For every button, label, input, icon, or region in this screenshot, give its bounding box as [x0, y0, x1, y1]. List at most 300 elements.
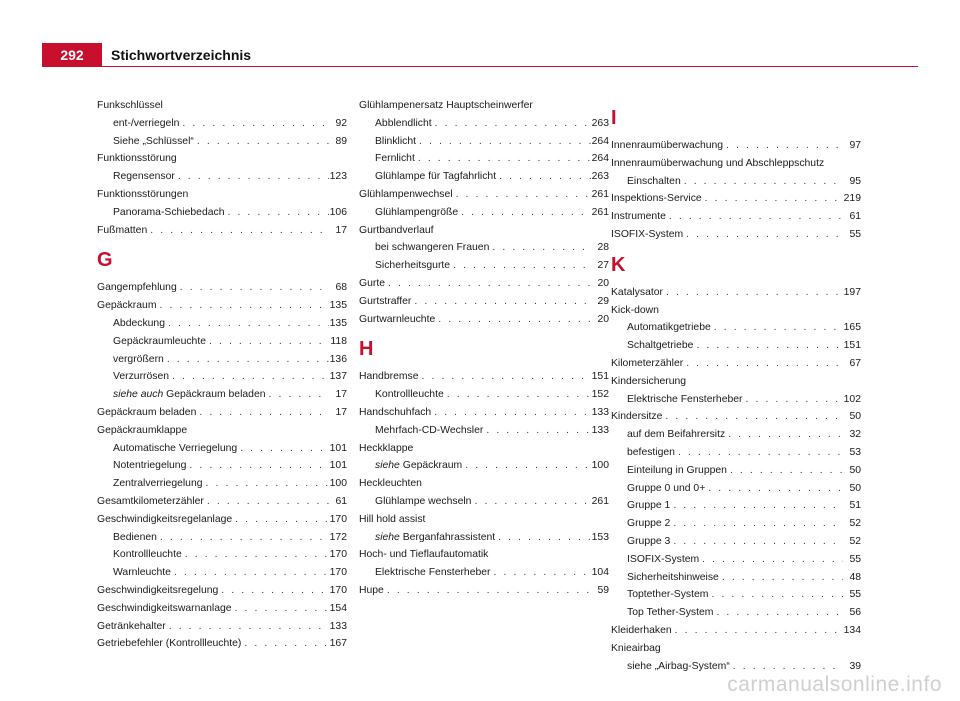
- page-reference: 67: [849, 357, 861, 369]
- dot-leader: [725, 426, 843, 444]
- entry-term-text: Getränkehalter: [97, 620, 166, 632]
- dot-leader: [384, 582, 591, 600]
- entry-term: [359, 546, 488, 564]
- page-reference: 39: [849, 660, 861, 672]
- entry-term-text: Heckleuchten: [359, 478, 422, 490]
- entry-term-text: Gurtbandverlauf: [359, 224, 434, 236]
- entry-term-text: Gepäckraum beladen: [166, 389, 266, 401]
- entry-term: [375, 457, 462, 475]
- entry-term: [627, 444, 675, 462]
- dot-leader: [683, 226, 843, 244]
- entry-term-text: Gruppe 0 und 0+: [627, 482, 706, 494]
- dot-leader: [237, 440, 329, 458]
- entry-term: [375, 204, 458, 222]
- entry-term: [97, 279, 177, 297]
- entry-term: [611, 622, 672, 640]
- page-reference: 263: [591, 117, 609, 129]
- page-reference: 123: [329, 171, 347, 183]
- index-subentry: [611, 462, 861, 480]
- page-reference: 48: [849, 571, 861, 583]
- index-entry: [359, 293, 609, 311]
- index-subentry: [97, 115, 347, 133]
- see-reference: siehe: [375, 531, 400, 543]
- index-entry: [359, 511, 609, 529]
- entry-term: [611, 408, 662, 426]
- entry-term-text: Siehe „Schlüssel“: [113, 135, 194, 147]
- entry-term-text: Gepäckraumklappe: [97, 424, 188, 436]
- dot-leader: [719, 569, 843, 587]
- see-reference: siehe: [375, 460, 400, 472]
- entry-term: [359, 97, 533, 115]
- page-reference: 172: [329, 531, 347, 543]
- dot-leader: [666, 208, 843, 226]
- entry-term-text: Kleiderhaken: [611, 624, 672, 636]
- dot-leader: [702, 190, 843, 208]
- entry-term: [611, 137, 723, 155]
- index-entry: [611, 155, 861, 173]
- dot-leader: [458, 204, 591, 222]
- dot-leader: [266, 386, 329, 404]
- entry-term-text: Funktionsstörungen: [97, 188, 189, 200]
- entry-term-text: Handschuhfach: [359, 406, 432, 418]
- entry-term-text: Automatische Verriegelung: [113, 442, 238, 454]
- dot-leader: [169, 368, 329, 386]
- dot-leader: [156, 297, 329, 315]
- index-subentry: [97, 351, 347, 369]
- entry-term: [611, 302, 659, 320]
- entry-term-text: Sicherheitsgurte: [375, 260, 451, 272]
- entry-term: [97, 422, 187, 440]
- section-letter: G: [97, 249, 113, 272]
- page-reference: 50: [849, 482, 861, 494]
- index-subentry: [611, 551, 861, 569]
- page-reference: 52: [849, 535, 861, 547]
- page-reference: 101: [329, 442, 347, 454]
- index-subentry: [611, 604, 861, 622]
- entry-term-text: Fußmatten: [97, 224, 148, 236]
- entry-term: [359, 311, 435, 329]
- entry-term-text: Handbremse: [359, 371, 419, 383]
- page-reference: 170: [329, 513, 347, 525]
- entry-term-text: Gepäckraum: [97, 300, 157, 312]
- page-header: [0, 0, 960, 72]
- page-reference: 55: [849, 228, 861, 240]
- entry-term: [113, 133, 194, 151]
- entry-term-text: Innenraumüberwachung: [611, 140, 724, 151]
- dot-leader: [435, 311, 591, 329]
- index-subentry: [611, 586, 861, 604]
- entry-term-text: Warnleuchte: [113, 567, 171, 579]
- dot-leader: [743, 391, 843, 409]
- dot-leader: [196, 404, 329, 422]
- page-reference: 95: [849, 175, 861, 187]
- dot-leader: [157, 529, 329, 547]
- page-reference: 55: [849, 589, 861, 601]
- entry-term-text: Glühlampenwechsel: [359, 188, 453, 200]
- index-subentry: [359, 564, 609, 582]
- index-subentry: [611, 337, 861, 355]
- index-subentry: [611, 497, 861, 515]
- entry-term-text: Zentralverriegelung: [113, 478, 203, 490]
- index-subentry: [611, 173, 861, 191]
- entry-term-text: Blinklicht: [375, 135, 416, 147]
- page-reference: 52: [849, 518, 861, 530]
- index-entry: [97, 422, 347, 440]
- dot-leader: [432, 115, 591, 133]
- entry-term: [359, 222, 434, 240]
- index-entry: [611, 190, 861, 208]
- section-letter: I: [611, 107, 617, 129]
- entry-term: [97, 635, 241, 653]
- dot-leader: [182, 546, 329, 564]
- dot-leader: [496, 168, 591, 186]
- index-entry: [97, 404, 347, 422]
- entry-term-text: Kindersitze: [611, 411, 663, 423]
- entry-term-text: ent-/verriegeln: [113, 117, 180, 129]
- entry-term-text: Fernlicht: [375, 153, 415, 165]
- entry-term-text: Gangempfehlung: [97, 282, 177, 294]
- dot-leader: [164, 351, 329, 369]
- index-entry: [611, 226, 861, 244]
- index-subentry: [611, 533, 861, 551]
- index-subentry: [97, 333, 347, 351]
- page-reference: 133: [591, 424, 609, 436]
- entry-term: [113, 333, 206, 351]
- entry-term: [113, 368, 169, 386]
- entry-term: [627, 533, 670, 551]
- index-entry: [611, 622, 861, 640]
- entry-term-text: ISOFIX-System: [611, 228, 684, 240]
- index-subentry: [611, 569, 861, 587]
- page-reference: 261: [591, 206, 609, 218]
- dot-leader: [194, 133, 329, 151]
- entry-term: [627, 480, 705, 498]
- entry-term: [113, 386, 266, 404]
- entry-term-text: Geschwindigkeitsregelung: [97, 584, 219, 596]
- entry-term: [113, 115, 179, 133]
- entry-term-text: Kindersicherung: [611, 375, 687, 387]
- index-entry: [611, 302, 861, 320]
- dot-leader: [471, 493, 591, 511]
- dot-leader: [693, 337, 843, 355]
- entry-term-text: Verzurrösen: [113, 371, 170, 383]
- page-reference: 152: [591, 389, 609, 401]
- entry-term: [627, 515, 670, 533]
- dot-leader: [411, 293, 591, 311]
- dot-leader: [204, 493, 329, 511]
- dot-leader: [670, 533, 843, 551]
- page-reference: 56: [849, 607, 861, 619]
- entry-term: [359, 440, 413, 458]
- entry-term-text: Instrumente: [611, 211, 666, 223]
- index-entry: [97, 297, 347, 315]
- entry-term-text: Heckklappe: [359, 442, 414, 454]
- entry-term: [113, 168, 175, 186]
- index-entry: [611, 408, 861, 426]
- dot-leader: [179, 115, 329, 133]
- entry-term: [97, 404, 196, 422]
- entry-term-text: Gesamtkilometerzähler: [97, 495, 204, 507]
- entry-term: [375, 422, 483, 440]
- index-entry: [359, 582, 609, 600]
- dot-leader: [177, 279, 329, 297]
- dot-leader: [385, 275, 591, 293]
- index-entry: [611, 137, 861, 155]
- page-reference: 170: [329, 567, 347, 579]
- index-subentry: [611, 391, 861, 409]
- page-reference: 29: [597, 295, 609, 307]
- entry-term-text: Gurtstraffer: [359, 295, 412, 307]
- entry-term: [359, 511, 425, 529]
- page-reference: 50: [849, 464, 861, 476]
- page-reference: 27: [597, 260, 609, 272]
- entry-term: [611, 190, 702, 208]
- dot-leader: [489, 239, 591, 257]
- index-subentry: [359, 457, 609, 475]
- header-rule: [102, 66, 918, 67]
- entry-term: [627, 462, 727, 480]
- entry-term-text: Abdeckung: [113, 317, 165, 329]
- dot-leader: [416, 133, 591, 151]
- entry-term-text: Gepäckraumleuchte: [113, 335, 206, 347]
- entry-term-text: Schaltgetriebe: [627, 340, 694, 352]
- entry-term: [627, 604, 713, 622]
- index-subentry: [97, 475, 347, 493]
- page-reference: 20: [597, 277, 609, 289]
- entry-term-text: Elektrische Fensterheber: [375, 567, 491, 579]
- entry-term-text: Gurte: [359, 277, 385, 289]
- page-reference: 261: [591, 188, 609, 200]
- dot-leader: [483, 422, 591, 440]
- index-entry: [97, 222, 347, 240]
- page-reference: 261: [591, 495, 609, 507]
- index-subentry: [359, 239, 609, 257]
- index-entry: [97, 582, 347, 600]
- entry-term: [375, 239, 489, 257]
- index-subentry: [359, 529, 609, 547]
- entry-term-text: Innenraumüberwachung und Abschleppschutz: [611, 157, 825, 169]
- index-entry: [611, 355, 861, 373]
- entry-term: [113, 564, 171, 582]
- index-subentry: [611, 319, 861, 337]
- index-subentry: [359, 386, 609, 404]
- index-subentry: [359, 422, 609, 440]
- entry-term: [375, 493, 471, 511]
- page-reference: 135: [329, 300, 347, 312]
- index-subentry: [97, 204, 347, 222]
- entry-term-text: Geschwindigkeitswarnanlage: [97, 602, 232, 614]
- entry-term-text: ISOFIX-System: [627, 553, 700, 565]
- page-reference: 170: [329, 584, 347, 596]
- page-reference: 133: [329, 620, 347, 632]
- index-entry: [97, 493, 347, 511]
- entry-term-text: Top Tether-System: [627, 607, 714, 619]
- entry-term: [611, 284, 663, 302]
- dot-leader: [670, 515, 843, 533]
- page-reference: 17: [335, 406, 347, 418]
- entry-term-text: Hill hold assist: [359, 513, 426, 525]
- index-subentry: [611, 480, 861, 498]
- page-reference: 100: [591, 460, 609, 472]
- page-reference: 137: [329, 371, 347, 383]
- page-reference: 17: [335, 224, 347, 236]
- index-entry: [97, 186, 347, 204]
- page-reference: 264: [591, 153, 609, 165]
- dot-leader: [672, 622, 843, 640]
- index-subentry: [97, 386, 347, 404]
- dot-leader: [727, 462, 843, 480]
- entry-term: [627, 551, 699, 569]
- dot-leader: [663, 284, 843, 302]
- dot-leader: [711, 319, 843, 337]
- index-subentry: [97, 133, 347, 151]
- entry-term: [627, 337, 693, 355]
- page-reference: 59: [597, 584, 609, 596]
- page-reference: 134: [843, 624, 861, 636]
- entry-term-text: Getriebefehler (Kontrollleuchte): [97, 638, 242, 650]
- page-reference: 151: [843, 340, 861, 352]
- entry-term: [97, 297, 156, 315]
- index-column-3: [611, 97, 861, 675]
- entry-term: [359, 275, 385, 293]
- dot-leader: [495, 529, 591, 547]
- entry-term-text: Sicherheitshinweise: [627, 571, 719, 583]
- entry-term: [611, 155, 824, 173]
- page-reference: 118: [330, 335, 347, 347]
- index-subentry: [97, 168, 347, 186]
- dot-leader: [232, 600, 329, 618]
- index-subentry: [359, 115, 609, 133]
- entry-term-text: Hoch- und Tieflaufautomatik: [359, 549, 489, 561]
- page-reference: 136: [329, 353, 347, 365]
- page-reference: 264: [591, 135, 609, 147]
- entry-term-text: Geschwindigkeitsregelanlage: [97, 513, 233, 525]
- entry-term: [375, 257, 450, 275]
- index-entry: [359, 368, 609, 386]
- dot-leader: [675, 444, 843, 462]
- index-subentry: [97, 368, 347, 386]
- entry-term-text: Kontrollleuchte: [113, 549, 182, 561]
- dot-leader: [662, 408, 843, 426]
- entry-term-text: befestigen: [627, 446, 675, 458]
- index-subentry: [97, 546, 347, 564]
- dot-leader: [419, 368, 592, 386]
- index-column-2: [359, 97, 609, 600]
- index-entry: [611, 208, 861, 226]
- index-entry: [97, 279, 347, 297]
- entry-term-text: Hupe: [359, 584, 384, 596]
- index-subentry: [359, 493, 609, 511]
- page-reference: 97: [849, 140, 861, 151]
- entry-term: [97, 600, 232, 618]
- page-reference: 106: [329, 206, 347, 218]
- dot-leader: [462, 457, 591, 475]
- entry-term: [611, 208, 666, 226]
- index-entry: [611, 640, 861, 658]
- index-subentry: [359, 257, 609, 275]
- entry-term-text: Gruppe 2: [627, 518, 671, 530]
- entry-term: [611, 373, 686, 391]
- entry-term-text: Glühlampe für Tagfahrlicht: [375, 171, 497, 183]
- entry-term: [375, 168, 496, 186]
- index-entry: [359, 97, 609, 115]
- entry-term: [627, 391, 743, 409]
- entry-term: [375, 529, 495, 547]
- page-reference: 135: [329, 317, 347, 329]
- dot-leader: [708, 586, 843, 604]
- index-entry: [97, 618, 347, 636]
- index-subentry: [97, 315, 347, 333]
- entry-term-text: Bedienen: [113, 531, 157, 543]
- entry-term-text: Funkschlüssel: [97, 100, 163, 111]
- page-reference: 133: [591, 406, 609, 418]
- dot-leader: [491, 564, 591, 582]
- entry-term: [359, 475, 422, 493]
- page-reference: 32: [849, 429, 861, 441]
- page-reference: 20: [597, 313, 609, 325]
- dot-leader: [241, 635, 329, 653]
- index-entry: [97, 150, 347, 168]
- index-subentry: [97, 457, 347, 475]
- dot-leader: [218, 582, 329, 600]
- page-reference: 197: [843, 286, 861, 298]
- dot-leader: [206, 333, 329, 351]
- page-reference: 51: [849, 500, 861, 512]
- entry-term-text: Berganfahrassistent: [402, 531, 496, 543]
- entry-term: [97, 493, 204, 511]
- entry-term: [97, 186, 188, 204]
- entry-term: [97, 150, 177, 168]
- entry-term-text: Glühlampenersatz Hauptscheinwerfer: [359, 100, 533, 111]
- page-reference: 53: [849, 446, 861, 458]
- index-subentry: [97, 564, 347, 582]
- dot-leader: [670, 497, 843, 515]
- entry-term: [97, 618, 166, 636]
- entry-term-text: Gepäckraum beladen: [97, 406, 197, 418]
- dot-leader: [186, 457, 329, 475]
- page-reference: 61: [335, 495, 347, 507]
- dot-leader: [683, 355, 843, 373]
- index-entry: [359, 222, 609, 240]
- page-reference: 104: [591, 567, 609, 579]
- entry-term: [627, 586, 708, 604]
- entry-term: [359, 293, 411, 311]
- page-reference: 102: [843, 393, 861, 405]
- page-reference: 170: [329, 549, 347, 561]
- section-letter: K: [611, 253, 626, 276]
- entry-term: [113, 315, 165, 333]
- index-entry: [359, 404, 609, 422]
- entry-term: [375, 133, 416, 151]
- entry-term: [359, 582, 384, 600]
- entry-term: [375, 150, 415, 168]
- see-reference: siehe auch: [113, 389, 164, 401]
- index-entry: [97, 635, 347, 653]
- entry-term-text: Toptether-System: [627, 589, 709, 601]
- index-subentry: [611, 426, 861, 444]
- dot-leader: [681, 173, 843, 191]
- index-entry: [97, 511, 347, 529]
- page-reference: 154: [329, 602, 347, 614]
- page-reference: 153: [591, 531, 609, 543]
- entry-term-text: Kilometerzähler: [611, 357, 684, 369]
- dot-leader: [175, 168, 329, 186]
- entry-term: [627, 497, 670, 515]
- entry-term-text: Automatikgetriebe: [627, 322, 711, 334]
- dot-leader: [171, 564, 329, 582]
- index-entry: [359, 275, 609, 293]
- page-reference: 151: [591, 371, 609, 383]
